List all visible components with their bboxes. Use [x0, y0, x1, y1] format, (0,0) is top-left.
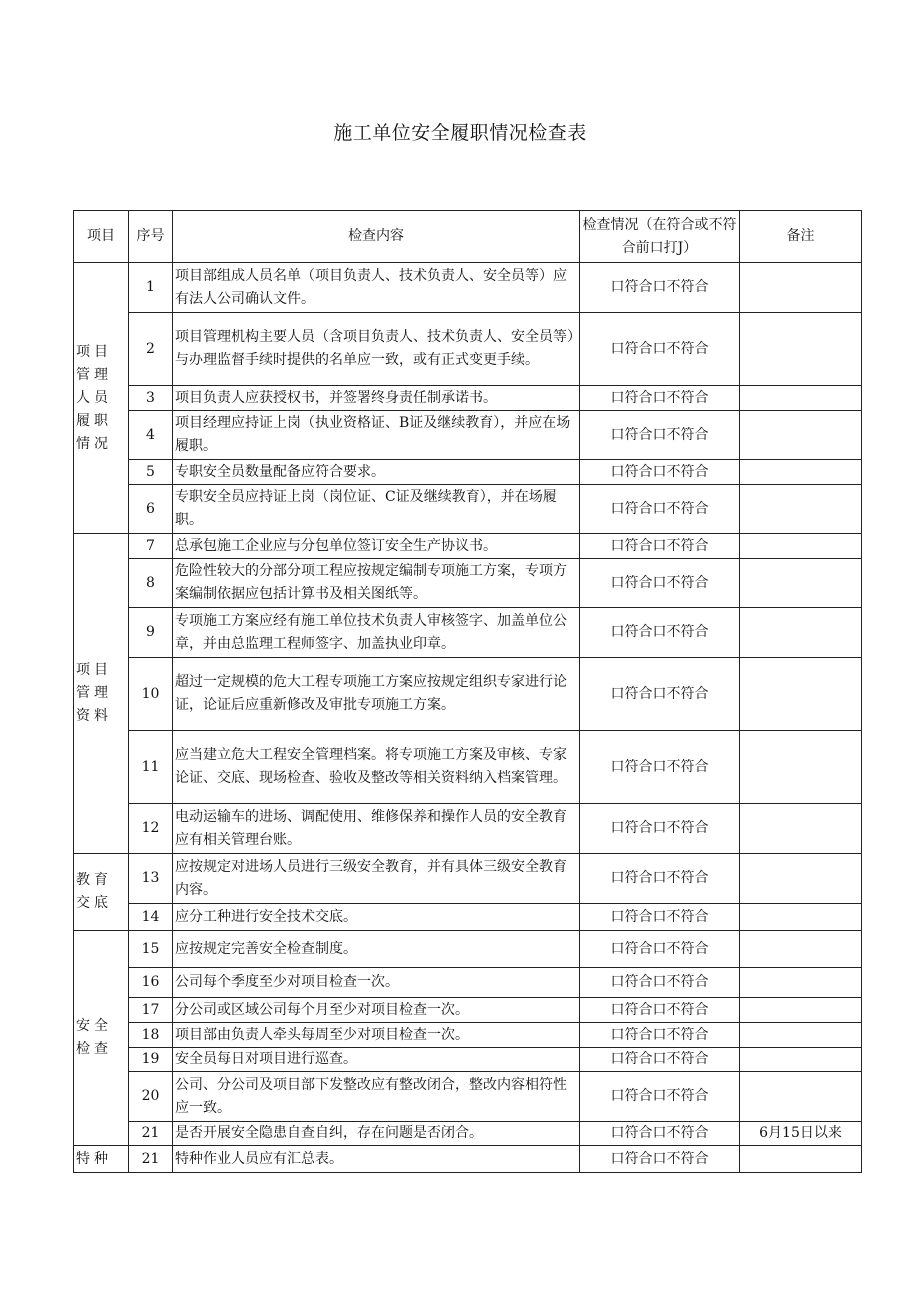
row-number: 17 — [129, 998, 173, 1023]
row-number: 21 — [129, 1122, 173, 1146]
note-cell — [740, 313, 862, 386]
row-number: 6 — [129, 485, 173, 534]
check-content: 项目经理应持证上岗（执业资格证、B证及继续教育），并应在场履职。 — [173, 411, 580, 460]
note-cell — [740, 931, 862, 968]
row-number: 11 — [129, 731, 173, 804]
note-cell — [740, 534, 862, 559]
table-row — [74, 1048, 862, 1072]
row-number: 7 — [129, 534, 173, 559]
check-content: 项目部组成人员名单（项目负责人、技术负责人、安全员等）应有法人公司确认文件。 — [173, 263, 580, 313]
inspection-table — [73, 210, 862, 1173]
header-status: 检查情况（在符合或不符合前口打J） — [580, 211, 740, 263]
check-status[interactable]: 口符合口不符合 — [580, 904, 740, 931]
table-row — [74, 731, 862, 804]
row-number: 3 — [129, 386, 173, 411]
table-row — [74, 1122, 862, 1146]
table-row — [74, 559, 862, 608]
check-content: 总承包施工企业应与分包单位签订安全生产协议书。 — [173, 534, 580, 559]
table-row — [74, 411, 862, 460]
note-cell — [740, 904, 862, 931]
row-number: 8 — [129, 559, 173, 608]
check-status[interactable]: 口符合口不符合 — [580, 460, 740, 485]
check-content: 是否开展安全隐患自查自纠，存在问题是否闭合。 — [173, 1122, 580, 1146]
check-status[interactable]: 口符合口不符合 — [580, 608, 740, 658]
check-status[interactable]: 口符合口不符合 — [580, 485, 740, 534]
check-status[interactable]: 口符合口不符合 — [580, 313, 740, 386]
note-cell — [740, 460, 862, 485]
header-number: 序号 — [129, 211, 173, 263]
note-cell: 6月15日以来 — [740, 1122, 862, 1146]
note-cell — [740, 485, 862, 534]
row-number: 5 — [129, 460, 173, 485]
check-status[interactable]: 口符合口不符合 — [580, 804, 740, 854]
row-number: 16 — [129, 968, 173, 998]
check-content: 项目负责人应获授权书，并签署终身责任制承诺书。 — [173, 386, 580, 411]
header-note: 备注 — [740, 211, 862, 263]
row-number: 12 — [129, 804, 173, 854]
category-cell: 特种 — [74, 1146, 129, 1173]
note-cell — [740, 1048, 862, 1072]
header-category: 项目 — [74, 211, 129, 263]
table-row — [74, 1072, 862, 1122]
check-content: 应按规定完善安全检查制度。 — [173, 931, 580, 968]
check-status[interactable]: 口符合口不符合 — [580, 386, 740, 411]
row-number: 19 — [129, 1048, 173, 1072]
note-cell — [740, 998, 862, 1023]
row-number: 1 — [129, 263, 173, 313]
row-number: 20 — [129, 1072, 173, 1122]
page-title: 施工单位安全履职情况检查表 — [333, 122, 587, 144]
table-row — [74, 854, 862, 904]
note-cell — [740, 1146, 862, 1173]
table-row — [74, 313, 862, 386]
note-cell — [740, 411, 862, 460]
check-content: 应按规定对进场人员进行三级安全教育，并有具体三级安全教育内容。 — [173, 854, 580, 904]
check-content: 专职安全员应持证上岗（岗位证、C证及继续教育），并在场履职。 — [173, 485, 580, 534]
check-content: 项目管理机构主要人员（含项目负责人、技术负责人、安全员等）与办理监督手续时提供的名单应一致，或有正式变更手续。 — [173, 313, 580, 386]
table-row — [74, 608, 862, 658]
check-content: 安全员每日对项目进行巡查。 — [173, 1048, 580, 1072]
note-cell — [740, 386, 862, 411]
check-status[interactable]: 口符合口不符合 — [580, 1122, 740, 1146]
note-cell — [740, 1072, 862, 1122]
check-content: 专职安全员数量配备应符合要求。 — [173, 460, 580, 485]
check-content: 特种作业人员应有汇总表。 — [173, 1146, 580, 1173]
check-status[interactable]: 口符合口不符合 — [580, 968, 740, 998]
table-row — [74, 1023, 862, 1048]
check-content: 公司每个季度至少对项目检查一次。 — [173, 968, 580, 998]
table-row — [74, 904, 862, 931]
table-row — [74, 1146, 862, 1173]
row-number: 13 — [129, 854, 173, 904]
check-content: 项目部由负责人牵头每周至少对项目检查一次。 — [173, 1023, 580, 1048]
note-cell — [740, 854, 862, 904]
table-row — [74, 931, 862, 968]
note-cell — [740, 968, 862, 998]
category-cell: 教育交底 — [74, 854, 129, 931]
check-status[interactable]: 口符合口不符合 — [580, 1072, 740, 1122]
check-status[interactable]: 口符合口不符合 — [580, 1146, 740, 1173]
note-cell — [740, 658, 862, 731]
check-content: 分公司或区域公司每个月至少对项目检查一次。 — [173, 998, 580, 1023]
table-row — [74, 485, 862, 534]
check-status[interactable]: 口符合口不符合 — [580, 731, 740, 804]
check-content: 应分工种进行安全技术交底。 — [173, 904, 580, 931]
table-row — [74, 534, 862, 559]
category-cell: 项目管理资料 — [74, 534, 129, 854]
header-content: 检查内容 — [173, 211, 580, 263]
note-cell — [740, 804, 862, 854]
check-status[interactable]: 口符合口不符合 — [580, 931, 740, 968]
check-status[interactable]: 口符合口不符合 — [580, 998, 740, 1023]
table-row — [74, 804, 862, 854]
check-content: 专项施工方案应经有施工单位技术负责人审核签字、加盖单位公章，并由总监理工程师签字、加盖执业印章。 — [173, 608, 580, 658]
row-number: 2 — [129, 313, 173, 386]
check-content: 公司、分公司及项目部下发整改应有整改闭合，整改内容相符性应一致。 — [173, 1072, 580, 1122]
check-status[interactable]: 口符合口不符合 — [580, 1048, 740, 1072]
note-cell — [740, 731, 862, 804]
check-status[interactable]: 口符合口不符合 — [580, 658, 740, 731]
check-content: 电动运输车的进场、调配使用、维修保养和操作人员的安全教育应有相关管理台账。 — [173, 804, 580, 854]
check-status[interactable]: 口符合口不符合 — [580, 559, 740, 608]
row-number: 21 — [129, 1146, 173, 1173]
check-content: 超过一定规模的危大工程专项施工方案应按规定组织专家进行论证，论证后应重新修改及审批专项施工方案。 — [173, 658, 580, 731]
row-number: 14 — [129, 904, 173, 931]
note-cell — [740, 1023, 862, 1048]
category-cell: 项目管理人员履职情况 — [74, 263, 129, 534]
row-number: 15 — [129, 931, 173, 968]
table-row — [74, 460, 862, 485]
row-number: 9 — [129, 608, 173, 658]
table-row — [74, 968, 862, 998]
table-body — [74, 263, 862, 1173]
check-status[interactable]: 口符合口不符合 — [580, 263, 740, 313]
table-row — [74, 658, 862, 731]
check-status[interactable]: 口符合口不符合 — [580, 1023, 740, 1048]
check-status[interactable]: 口符合口不符合 — [580, 411, 740, 460]
row-number: 10 — [129, 658, 173, 731]
note-cell — [740, 559, 862, 608]
table-row — [74, 386, 862, 411]
check-content: 应当建立危大工程安全管理档案。将专项施工方案及审核、专家论证、交底、现场检查、验收及整改等相关资料纳入档案管理。 — [173, 731, 580, 804]
row-number: 4 — [129, 411, 173, 460]
check-content: 危险性较大的分部分项工程应按规定编制专项施工方案，专项方案编制依据应包括计算书及相关图纸等。 — [173, 559, 580, 608]
table-row — [74, 263, 862, 313]
check-status[interactable]: 口符合口不符合 — [580, 534, 740, 559]
table-row — [74, 998, 862, 1023]
header-row — [74, 211, 862, 263]
check-status[interactable]: 口符合口不符合 — [580, 854, 740, 904]
row-number: 18 — [129, 1023, 173, 1048]
category-cell: 安全检查 — [74, 931, 129, 1146]
note-cell — [740, 608, 862, 658]
note-cell — [740, 263, 862, 313]
